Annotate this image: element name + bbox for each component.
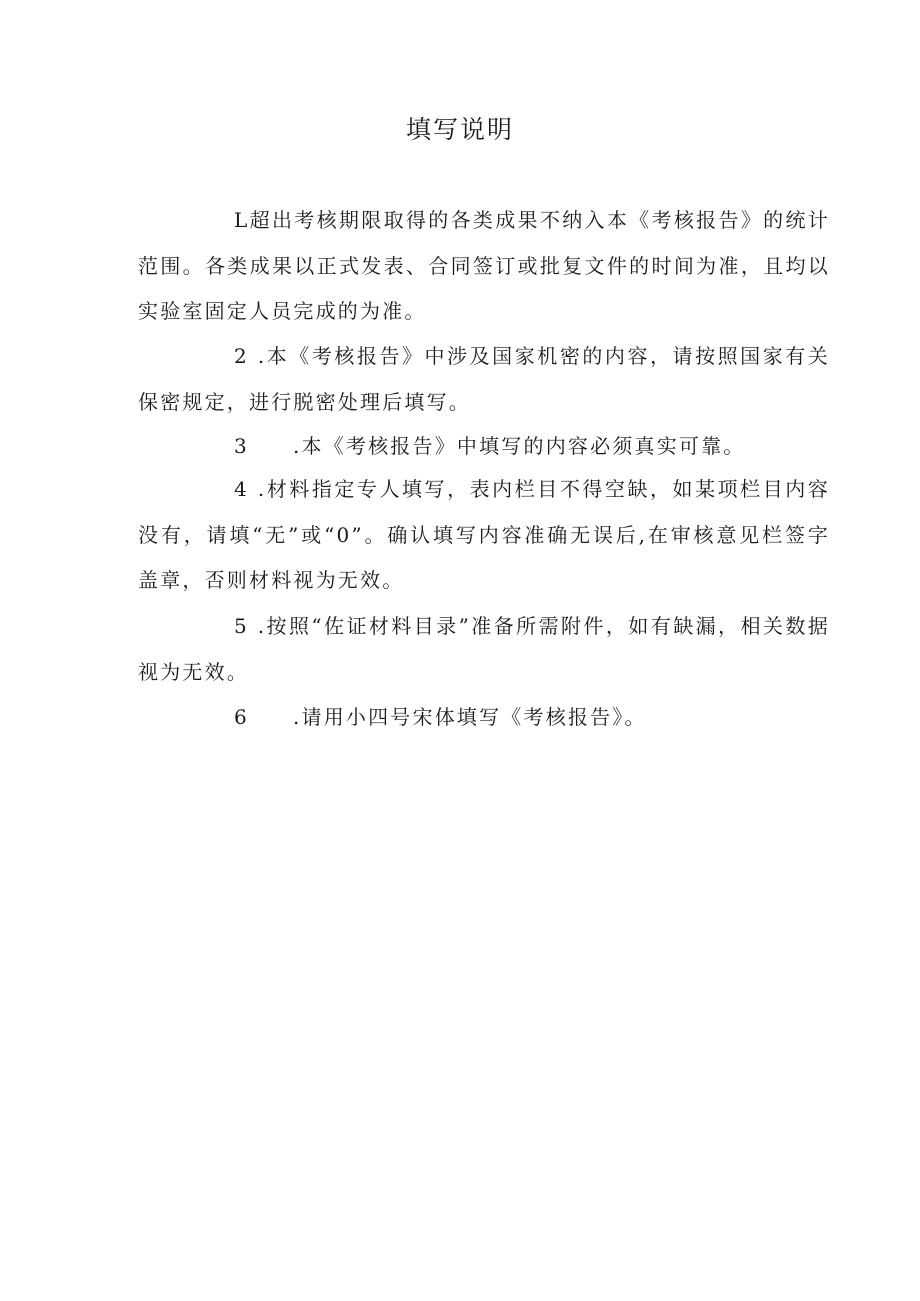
item-number: 6	[234, 705, 249, 729]
item-number: L	[234, 208, 250, 232]
instruction-item-5	[138, 604, 830, 695]
item-text: .本《考核报告》中涉及国家机密的内容，请按照国家有关保密规定，进行脱密处理后填写。	[138, 344, 830, 414]
instruction-item-6	[138, 695, 830, 741]
item-number: 5	[234, 614, 249, 638]
instruction-item-4	[138, 467, 830, 604]
item-text: .材料指定专人填写，表内栏目不得空缺，如某项栏目内容没有，请填“无”或“0”。确认填写内容准确无误后,在审核意见栏签字盖章，否则材料视为无效。	[138, 477, 830, 592]
item-text: .本《考核报告》中填写的内容必须真实可靠。	[292, 434, 746, 458]
item-text: 超出考核期限取得的各类成果不纳入本《考核报告》的统计范围。各类成果以正式发表、合同签订或批复文件的时间为准，且均以实验室固定人员完成的为准。	[138, 208, 830, 323]
item-number: 3	[234, 434, 249, 458]
instruction-item-2	[138, 334, 830, 425]
item-text: .请用小四号宋体填写《考核报告》。	[292, 705, 647, 729]
page-title: 填写说明	[405, 115, 514, 144]
instruction-item-1	[138, 198, 830, 335]
item-number: 2	[234, 344, 249, 368]
instruction-item-3	[138, 424, 830, 470]
item-number: 4	[234, 477, 249, 501]
item-text: .按照“佐证材料目录”准备所需附件，如有缺漏，相关数据视为无效。	[138, 614, 830, 684]
